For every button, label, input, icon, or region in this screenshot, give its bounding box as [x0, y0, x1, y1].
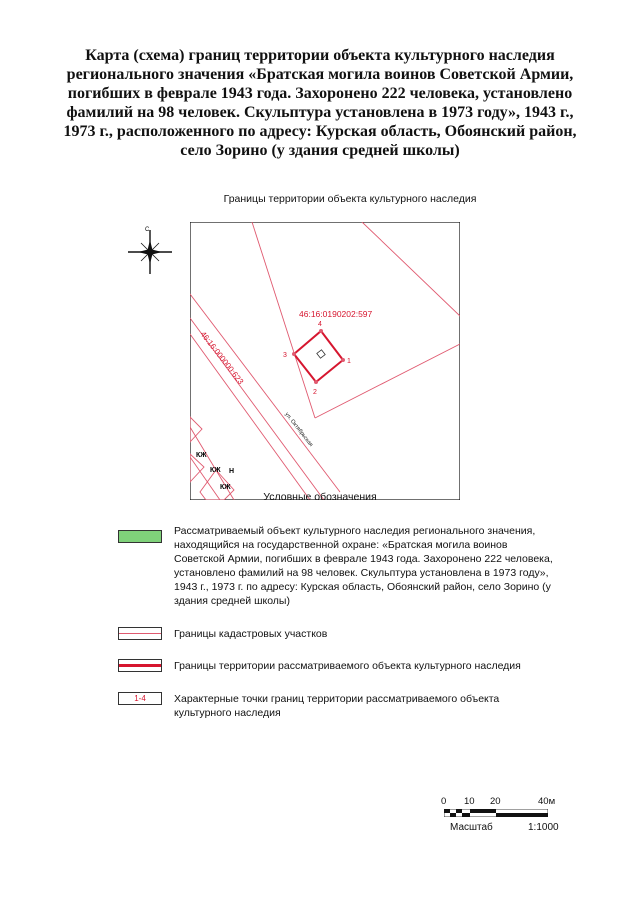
scale-tick: 0: [441, 796, 447, 807]
scale-tick: 40м: [538, 796, 556, 807]
legend-swatch-cadastral: [118, 627, 162, 640]
cadastral-map: [190, 222, 460, 500]
boundary-point-1: [341, 358, 345, 362]
legend-swatch-label: 1-4: [134, 694, 146, 703]
scale-bar-graphic: [444, 809, 548, 817]
boundary-point-2: [314, 380, 318, 384]
scale-tick: 20: [490, 796, 501, 807]
building-label: КЖ: [210, 467, 221, 474]
legend-text-cadastral: Границы кадастровых участков: [174, 628, 328, 640]
scale-caption: Масштаб: [450, 822, 493, 833]
north-arrow-icon: [126, 224, 174, 278]
building-label: Н: [229, 468, 235, 475]
parcel-label: 46:16:0190202:597: [299, 309, 373, 319]
scale-ratio: 1:1000: [528, 822, 559, 833]
boundary-point-4: [319, 329, 323, 333]
building-label: КЖ: [220, 484, 231, 491]
point-label-2: 2: [313, 389, 317, 396]
legend-swatch-territory: [118, 659, 162, 672]
legend-title: Условные обозначения: [263, 491, 377, 503]
legend-text-object: Рассматриваемый объект культурного наследия регионального значения, находящийся на государственной охране: «Братская могила воинов Советской Армии, погибших в феврале 1943 года. Захоронено 222 человека, установлено фамилий на 98 человек. Скульптура установлена в 1973 году», 1943 г., 1973 г. по адресу: Курская область, Обоянский район, село Зорино (у здания средней школы): [174, 525, 553, 607]
boundary-point-3: [292, 352, 296, 356]
legend-swatch-object: [118, 530, 162, 543]
building-label: КЖ: [196, 452, 207, 459]
street-label: ул. Октябрьская: [283, 411, 314, 448]
point-label-4: 4: [318, 321, 322, 328]
scale-tick: 10: [464, 796, 475, 807]
road-parcel-label: 46:16:000000:623: [198, 329, 246, 387]
legend-text-points: Характерные точки границ территории рассматриваемого объекта культурного наследия: [174, 693, 500, 719]
map-title: Карта (схема) границ территории объекта культурного наследия регионального значения «Братская могила воинов Советской Армии, погибших в феврале 1943 года. Захоронено 222 человека, установлено фамилий на 98 человек. Скульптура установлена в 1973 году», 1943 г., 1973 г., расположенного по адресу: Курская область, Обоянский район, село Зорино (у здания средней школы): [63, 47, 577, 159]
map-caption: Границы территории объекта культурного наследия: [223, 193, 477, 205]
point-label-1: 1: [347, 358, 351, 365]
north-label: С: [145, 227, 150, 233]
point-label-3: 3: [283, 352, 287, 359]
scale-bar: [436, 796, 576, 836]
legend-text-territory: Границы территории рассматриваемого объекта культурного наследия: [174, 660, 521, 672]
